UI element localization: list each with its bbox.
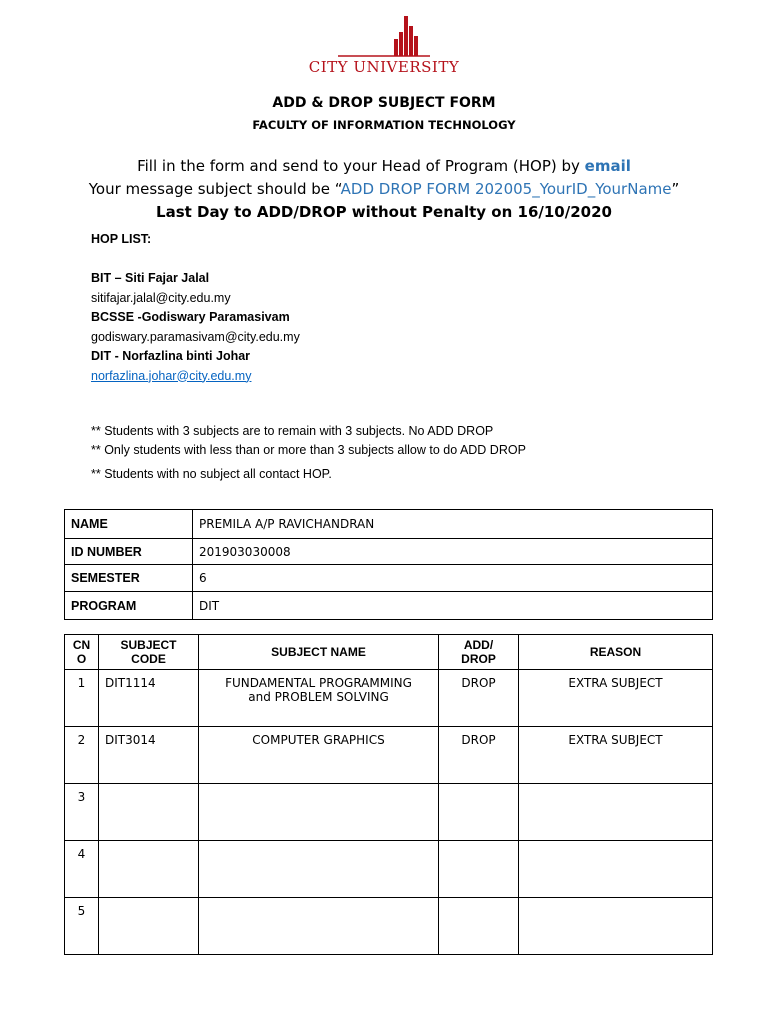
hop-entry-bit: BIT – Siti Fajar Jalal [91, 271, 210, 285]
faculty-name: FACULTY OF INFORMATION TECHNOLOGY [252, 118, 516, 132]
hop-email-dit-link[interactable]: norfazlina.johar@city.edu.my [91, 368, 252, 383]
table-row [65, 784, 713, 841]
row-no: 4 [65, 841, 99, 898]
reason-cell[interactable] [519, 784, 713, 841]
subject-name-cell[interactable] [199, 841, 439, 898]
reason-cell[interactable]: EXTRA SUBJECT [519, 727, 713, 784]
email-link[interactable]: email [584, 157, 631, 175]
reason-cell[interactable] [519, 841, 713, 898]
table-header-row [65, 635, 713, 670]
note-2: ** Only students with less than or more than 3 subjects allow to do ADD DROP [91, 443, 526, 457]
note-3: ** Students with no subject all contact HOP. [91, 467, 332, 481]
table-row [65, 841, 713, 898]
id-label: ID NUMBER [65, 539, 193, 565]
subject-code-cell[interactable]: DIT3014 [99, 727, 199, 784]
instruction-line-1 [0, 157, 768, 175]
subjects-table [64, 634, 713, 955]
row-no: 3 [65, 784, 99, 841]
subject-name-line1: FUNDAMENTAL PROGRAMMING [225, 676, 412, 690]
semester-label: SEMESTER [65, 565, 193, 592]
city-university-logo-icon [338, 14, 430, 60]
action-cell[interactable]: DROP [439, 670, 519, 727]
note-1: ** Students with 3 subjects are to remain with 3 subjects. No ADD DROP [91, 424, 494, 438]
university-name: CITY UNIVERSITY [308, 58, 460, 76]
col-header-add-drop-line2: DROP [461, 652, 496, 666]
subject-suffix: ” [671, 180, 680, 198]
col-header-add-drop [439, 635, 519, 670]
row-no: 2 [65, 727, 99, 784]
subject-code-cell[interactable] [99, 841, 199, 898]
hop-list-title: HOP LIST: [91, 232, 152, 246]
hop-entry-bcsse: BCSSE -Godiswary Paramasivam [91, 310, 290, 324]
row-no: 5 [65, 898, 99, 955]
hop-email-bcsse: godiswary.paramasivam@city.edu.my [91, 329, 300, 344]
subject-name-cell[interactable] [199, 727, 439, 784]
hop-list [91, 230, 300, 386]
instruction-line-2 [0, 180, 768, 198]
reason-cell[interactable] [519, 898, 713, 955]
subject-name-cell[interactable] [199, 898, 439, 955]
table-row [65, 510, 713, 539]
instruction-text: Fill in the form and send to your Head of Program (HOP) by [137, 157, 585, 175]
subject-name-line1: COMPUTER GRAPHICS [252, 733, 385, 747]
deadline-notice: Last Day to ADD/DROP without Penalty on 16/10/2020 [156, 203, 612, 221]
table-row [65, 592, 713, 620]
col-header-no-line1: CN [72, 638, 91, 652]
subject-code-cell[interactable] [99, 784, 199, 841]
student-info-table [64, 509, 713, 620]
col-header-reason: REASON [519, 635, 713, 670]
subject-code-cell[interactable]: DIT1114 [99, 670, 199, 727]
col-header-no [65, 635, 99, 670]
subject-name-cell[interactable] [199, 784, 439, 841]
name-value[interactable]: PREMILA A/P RAVICHANDRAN [193, 510, 713, 539]
action-cell[interactable]: DROP [439, 727, 519, 784]
email-subject-format: ADD DROP FORM 202005_YourID_YourName [340, 180, 672, 198]
table-row [65, 727, 713, 784]
table-row [65, 898, 713, 955]
hop-entry-dit: DIT - Norfazlina binti Johar [91, 349, 251, 363]
table-row [65, 670, 713, 727]
subject-name-line2: and PROBLEM SOLVING [248, 690, 389, 704]
program-label: PROGRAM [65, 592, 193, 620]
table-row [65, 539, 713, 565]
col-header-no-line2: O [76, 652, 87, 666]
subject-prefix: Your message subject should be “ [88, 180, 341, 198]
subject-code-cell[interactable] [99, 898, 199, 955]
semester-value[interactable]: 6 [193, 565, 713, 592]
subject-name-cell[interactable] [199, 670, 439, 727]
action-cell[interactable] [439, 784, 519, 841]
col-header-add-drop-line1: ADD/ [463, 638, 494, 652]
id-value[interactable]: 201903030008 [193, 539, 713, 565]
name-label: NAME [65, 510, 193, 539]
hop-email-bit: sitifajar.jalal@city.edu.my [91, 290, 231, 305]
col-header-code: SUBJECT CODE [99, 635, 199, 670]
action-cell[interactable] [439, 841, 519, 898]
action-cell[interactable] [439, 898, 519, 955]
col-header-name: SUBJECT NAME [199, 635, 439, 670]
reason-cell[interactable]: EXTRA SUBJECT [519, 670, 713, 727]
program-value[interactable]: DIT [193, 592, 713, 620]
row-no: 1 [65, 670, 99, 727]
table-row [65, 565, 713, 592]
form-title: ADD & DROP SUBJECT FORM [272, 95, 496, 111]
